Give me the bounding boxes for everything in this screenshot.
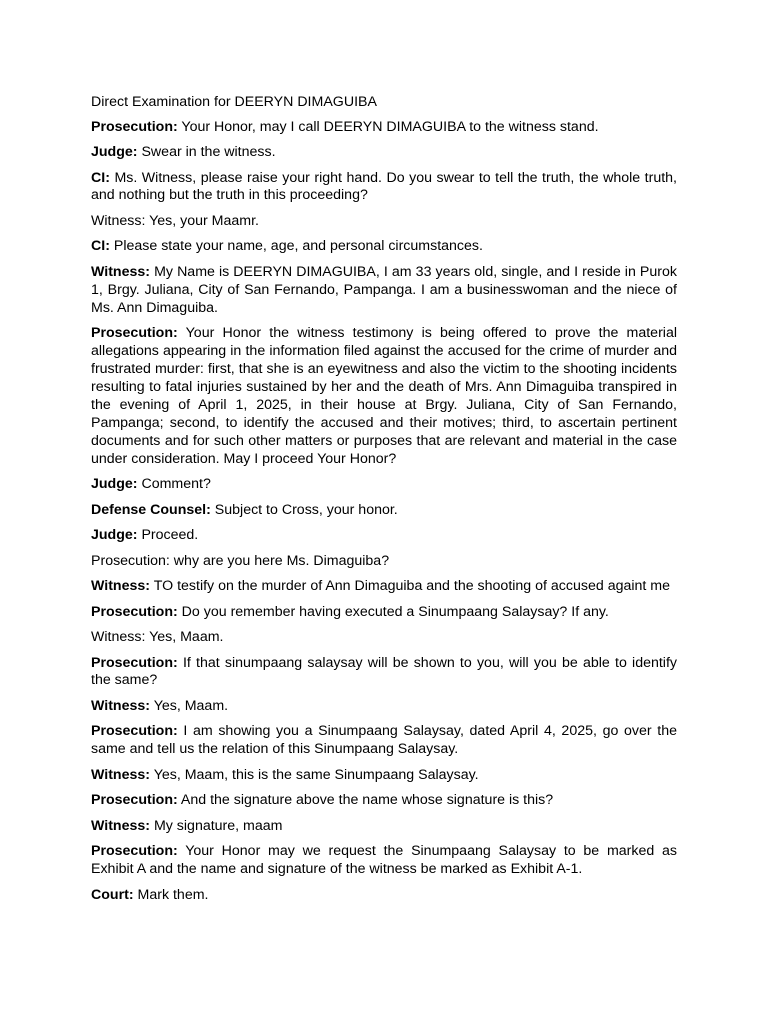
transcript-paragraph [91, 502, 677, 520]
transcript-paragraph [91, 723, 677, 759]
paragraph-text: Please state your name, age, and personal circumstances. [113, 238, 483, 255]
speaker-label: Court: [91, 886, 134, 903]
paragraph-text: TO testify on the murder of Ann Dimaguiba and the shooting of accused againt me [153, 578, 670, 595]
speaker-label: Judge: [91, 144, 138, 160]
paragraph-text: Prosecution: why are you here Ms. Dimaguiba? [91, 552, 390, 569]
transcript-paragraph [91, 325, 677, 468]
transcript-paragraph [91, 119, 677, 137]
paragraph-text: Your Honor the witness testimony is being offered to prove the material allegations appearing in the information filed against the accused for the crime of murder and frustrated murder: first, that she is an eyewitness and also the victim to the shooting incidents resulting to fatal injuries sustained by her and the death of Mrs. Ann Dimaguiba transpired in the evening of April 1, 2025, in their house at Brgy. Juliana, City of San Fernando, Pampanga; second, to identify the accused and their motives; third, to ascertain pertinent documents and for such other matters or purposes that are relevant and material in the case under consideration. May I proceed Your Honor? [91, 325, 677, 467]
speaker-label: Judge: [91, 527, 138, 544]
speaker-label: CI: [91, 238, 110, 255]
paragraph-text: I am showing you a Sinumpaang Salaysay, dated April 4, 2025, go over the same and tell us the relation of this Sinumpaang Salaysay. [91, 723, 677, 758]
speaker-label: Defense Counsel: [91, 501, 211, 518]
transcript-paragraph [91, 792, 677, 810]
transcript-paragraph [91, 213, 677, 231]
speaker-label: Witness: [91, 817, 150, 834]
transcript-paragraph [91, 553, 677, 571]
document-title: Direct Examination for DEERYN DIMAGUIBA [91, 94, 377, 110]
transcript-paragraph [91, 843, 677, 879]
paragraph-text: Do you remember having executed a Sinumpaang Salaysay? If any. [181, 603, 609, 620]
transcript-paragraph [91, 818, 677, 836]
transcript-paragraph [91, 238, 677, 256]
speaker-label: Prosecution: [91, 654, 178, 671]
paragraph-text: If that sinumpaang salaysay will be shown to you, will you be able to identify the same? [91, 654, 677, 689]
transcript-paragraph [91, 767, 677, 785]
transcript-paragraph [91, 170, 677, 206]
transcript-paragraph [91, 698, 677, 716]
speaker-label: Prosecution: [91, 325, 178, 342]
paragraph-text: Ms. Witness, please raise your right hand. Do you swear to tell the truth, the whole truth, and nothing but the truth in this proceeding? [91, 169, 677, 204]
speaker-label: Witness: [91, 697, 150, 714]
paragraph-text: Witness: Yes, Maam. [91, 629, 224, 646]
paragraph-text: My Name is DEERYN DIMAGUIBA, I am 33 years old, single, and I reside in Purok 1, Brgy. Juliana, City of San Fernando, Pampanga. I am a businesswoman and the niece of Ms. Ann Dimaguiba. [91, 263, 677, 316]
paragraph-text: Your Honor may we request the Sinumpaang Salaysay to be marked as Exhibit A and the name and signature of the witness be marked as Exhibit A-1. [91, 843, 678, 878]
paragraph-text: Comment? [141, 476, 211, 493]
transcript-paragraph [91, 264, 677, 318]
paragraph-text: My signature, maam [153, 817, 283, 834]
transcript-paragraph [91, 578, 677, 596]
speaker-label: Prosecution: [91, 843, 178, 860]
transcript-paragraph [91, 655, 677, 691]
transcript-paragraph [91, 476, 677, 494]
transcript-paragraph [91, 604, 677, 622]
speaker-label: Prosecution: [91, 603, 178, 620]
paragraph-text: Yes, Maam. [153, 697, 229, 714]
transcript-body [91, 119, 677, 905]
paragraph-text: And the signature above the name whose signature is this? [180, 792, 554, 809]
speaker-label: Prosecution: [91, 118, 178, 135]
speaker-label: Prosecution: [91, 792, 178, 809]
transcript-paragraph [91, 527, 677, 545]
speaker-label: CI: [91, 169, 110, 186]
speaker-label: Witness: [91, 263, 150, 280]
paragraph-text: Swear in the witness. [141, 144, 276, 160]
speaker-label: Witness: [91, 578, 150, 595]
transcript-paragraph [91, 629, 677, 647]
paragraph-text: Your Honor, may I call DEERYN DIMAGUIBA to the witness stand. [181, 118, 599, 135]
speaker-label: Prosecution: [91, 723, 178, 740]
transcript-paragraph [91, 887, 677, 905]
paragraph-text: Witness: Yes, your Maamr. [91, 212, 259, 229]
transcript-paragraph [91, 144, 677, 162]
paragraph-text: Proceed. [141, 527, 199, 544]
paragraph-text: Yes, Maam, this is the same Sinumpaang Salaysay. [153, 766, 479, 783]
paragraph-text: Subject to Cross, your honor. [214, 501, 398, 518]
speaker-label: Witness: [91, 766, 150, 783]
speaker-label: Judge: [91, 476, 138, 493]
paragraph-text: Mark them. [137, 886, 209, 903]
